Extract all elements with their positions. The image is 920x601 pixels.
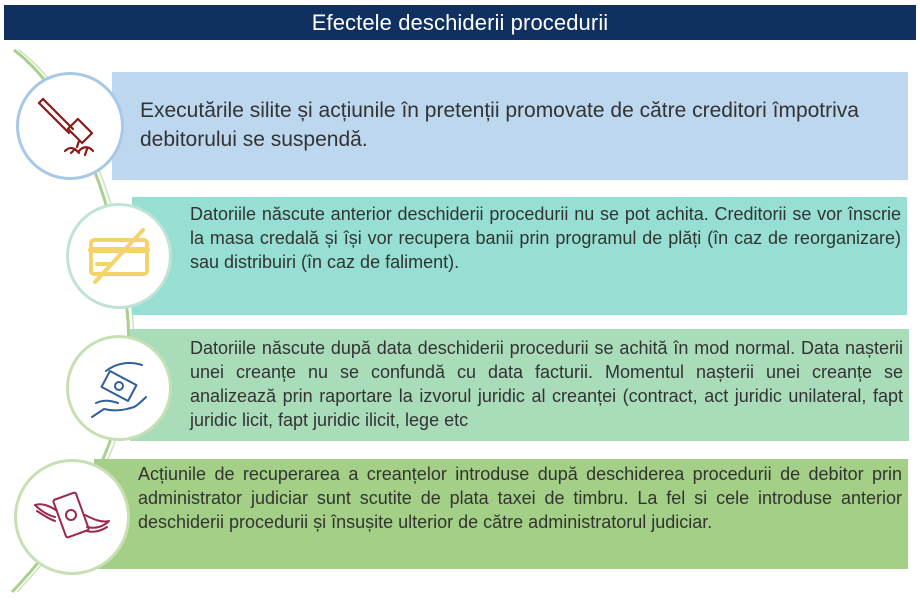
effect-item-2-text: Datoriile născute anterior deschiderii procedurii nu se pot achita. Creditorii se vor înscrie la masa credală și își vor recupera banii prin programul de plăți (în caz de reorganizare) sau distribuiri (în caz de faliment). (190, 204, 901, 272)
effect-item-4-badge (14, 459, 130, 575)
effect-item-3 (130, 329, 909, 441)
effect-item-4 (94, 459, 908, 569)
effect-item-2 (132, 197, 907, 315)
gavel-icon (35, 91, 105, 161)
page-title: Efectele deschiderii procedurii (4, 5, 916, 40)
effect-item-1 (112, 72, 908, 180)
effect-item-3-badge (66, 335, 172, 441)
crossed-card-icon (83, 226, 155, 286)
flying-money-icon (31, 481, 113, 553)
effect-item-1-badge (16, 72, 124, 180)
effect-item-4-text: Acțiunile de recuperarea a creanțelor introduse după deschiderea procedurii de debitor prin administrator judiciar sunt scutite de plata taxei de timbru. La fel si cele introduse anterior deschiderii procedurii și însușite ulterior de către administratorul judiciar. (138, 464, 902, 532)
effect-item-3-text: Datoriile născute după data deschiderii procedurii se achită în mod normal. Data nașterii unei creanțe nu se confundă cu data facturii. Momentul nașterii unei creanțe se analizează prin raportare la izvorul juridic al creanței (contract, act juridic unilateral, fapt juridic licit, fapt juridic ilicit, lege etc (190, 338, 903, 430)
effect-item-1-text: Executările silite și acțiunile în pretenții promovate de către creditori împotriva debitorului se suspendă. (140, 99, 859, 151)
effect-item-2-badge (66, 203, 172, 309)
money-hand-icon (82, 353, 156, 423)
